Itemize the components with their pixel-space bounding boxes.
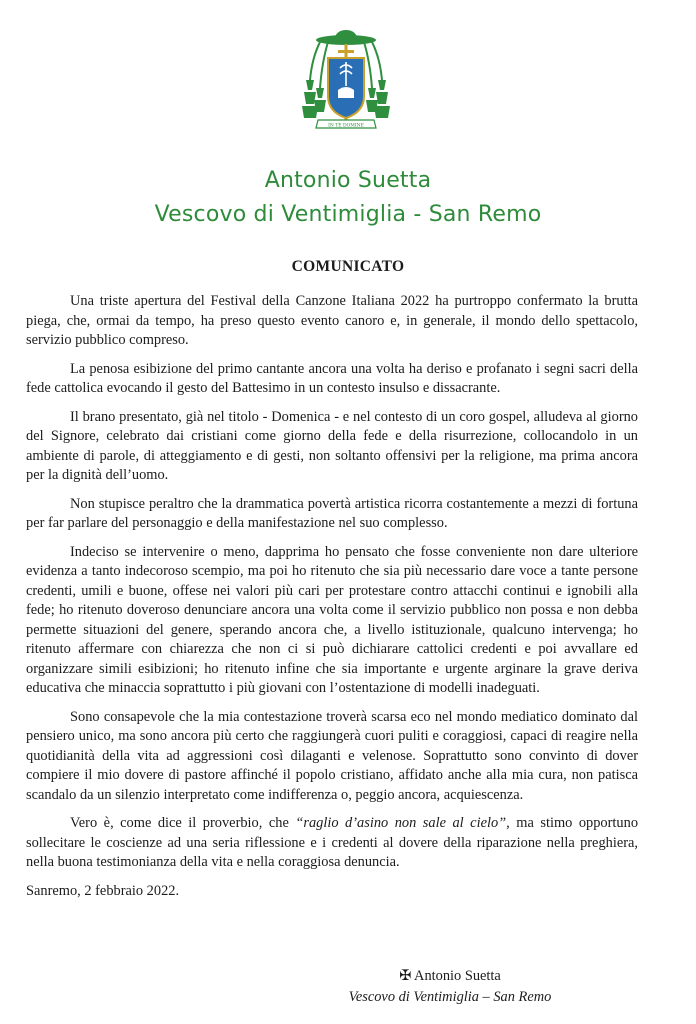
signature-role: Vescovo di Ventimiglia – San Remo (348, 989, 552, 1005)
document-title: COMUNICATO (291, 258, 405, 275)
paragraph-3: Il brano presentato, già nel titolo - Domenica - e nel contesto di un coro gospel, alludeva al giorno del Signore, celebrato dai cristiani come giorno della fede e della risurrezione, collocandolo in un ambiente di parole, di atteggiamento e di gesti, non soltanto offensivi per la religione, ma prima ancora per la dignità dell’uomo. (26, 408, 638, 483)
signature-block (330, 966, 570, 1008)
proverb-quote: “raglio d’asino non sale al cielo” (295, 815, 507, 831)
document-body (26, 292, 638, 910)
bishop-name-heading: Antonio Suetta (264, 168, 432, 193)
signature-name: ✠ Antonio Suetta (399, 968, 501, 984)
paragraph-5: Indeciso se intervenire o meno, dapprima ho pensato che fosse conveniente non dare ulteriore evidenza a tanto indecoroso scempio, ma poi ho ritenuto che sia più necessario dare voce a tante persone credenti, umili e buone, offese nei valori più cari per protestare contro attacchi continui e ignobili alla fede; ho ritenuto doveroso denunciare ancora una volta come il servizio pubblico non possa e non debba permette situazioni del genere, sperando ancora che, a livello istituzionale, qualcuno intervenga; ho ritenuto affermare con chiarezza che non ci si può dichiarare cattolici credenti e poi avvallare ed organizzare simili esibizioni; ho ritenuto infine che sia importante e urgente arginare la grave deriva educativa che minaccia soprattutto i più giovani con l’ostentazione di modelli inadeguati. (26, 543, 638, 696)
episcopal-coat-of-arms (298, 28, 394, 138)
paragraph-4: Non stupisce peraltro che la drammatica povertà artistica ricorra costantemente a mezzi di fortuna per far parlare del personaggio e della manifestazione nel suo complesso. (26, 495, 638, 531)
paragraph-6: Sono consapevole che la mia contestazione troverà scarsa eco nel mondo mediatico dominato dal pensiero unico, ma sono ancora più certo che raggiungerà cuori puliti e coraggiosi, capaci di reagire nella quotidianità della vita ad aggressioni così dilaganti e velenose. Soprattutto sono convinto di dover compiere il mio dovere di pastore affinché il popolo cristiano, affidato anche alla mia cura, non patisca scandalo da un silenzio interpretato come indifferenza o, peggio ancora, acquiescenza. (26, 708, 638, 803)
paragraph-2: La penosa esibizione del primo cantante ancora una volta ha deriso e profanato i segni sacri della fede cattolica evocando il gesto del Battesimo in un contesto insulso e dissacrante. (26, 360, 638, 396)
proverb-rest: , ma stimo opportuno sollecitare le coscienze ad una seria riflessione e i credenti al dovere della riparazione nella preghiera, nella buona testimonianza della vita e nella coraggiosa denuncia. (26, 815, 639, 870)
crest-motto: IN TE DOMINE (328, 123, 364, 129)
dateline: Sanremo, 2 febbraio 2022. (26, 882, 180, 899)
paragraph-7 (26, 814, 638, 873)
proverb-intro: Vero è, come dice il proverbio, che (70, 815, 296, 831)
paragraph-1: Una triste apertura del Festival della Canzone Italiana 2022 ha purtroppo confermato la brutta piega, che, ormai da tempo, ha preso questo evento canoro e, in generale, il mondo dello spettacolo, servizio pubblico compreso. (26, 293, 638, 348)
bishop-title-heading: Vescovo di Ventimiglia - San Remo (154, 202, 542, 227)
